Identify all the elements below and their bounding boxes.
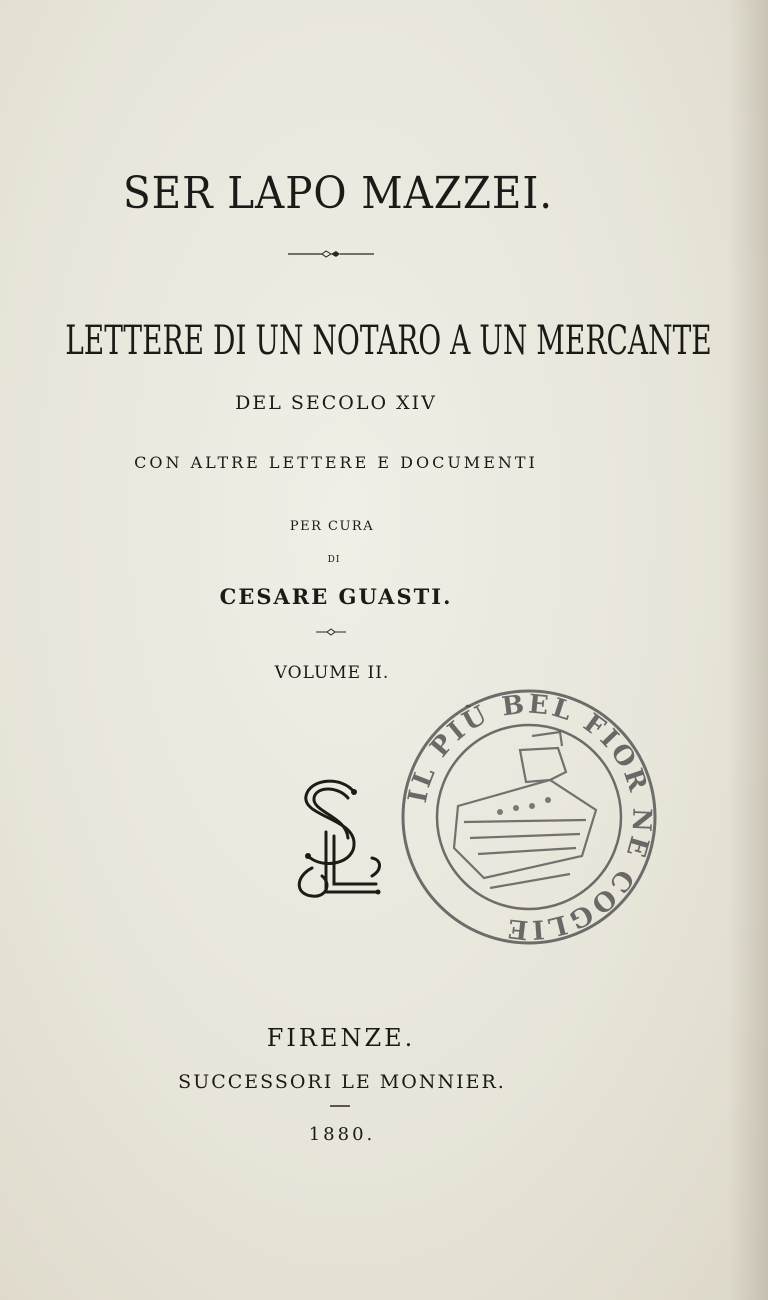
library-stamp <box>400 688 658 946</box>
di-line: DI <box>327 555 341 565</box>
svg-text:IL PIÙ BEL FIOR NE COGLIE: IL PIÙ BEL FIOR NE COGLIE <box>402 689 657 945</box>
publication-year: 1880. <box>308 1124 376 1145</box>
title-ornament-rule <box>288 248 374 260</box>
century-line: DEL SECOLO XIV <box>235 392 437 414</box>
book-title: SER LAPO MAZZEI. <box>122 168 554 219</box>
publisher-name: SUCCESSORI LE MONNIER. <box>178 1071 506 1093</box>
editor-name: CESARE GUASTI. <box>219 584 453 609</box>
imprint-rule <box>330 1104 350 1108</box>
volume-line: VOLUME II. <box>274 663 390 683</box>
place-of-publication: FIRENZE. <box>266 1024 416 1052</box>
editor-ornament-rule <box>316 627 346 637</box>
book-subtitle: LETTERE DI UN NOTARO A UN MERCANTE <box>65 318 712 364</box>
additional-contents-line: CON ALTRE LETTERE E DOCUMENTI <box>134 453 538 472</box>
per-cura-line: PER CURA <box>289 519 375 534</box>
publisher-monogram-icon <box>282 772 386 908</box>
page-edge-shadow <box>728 0 768 1300</box>
